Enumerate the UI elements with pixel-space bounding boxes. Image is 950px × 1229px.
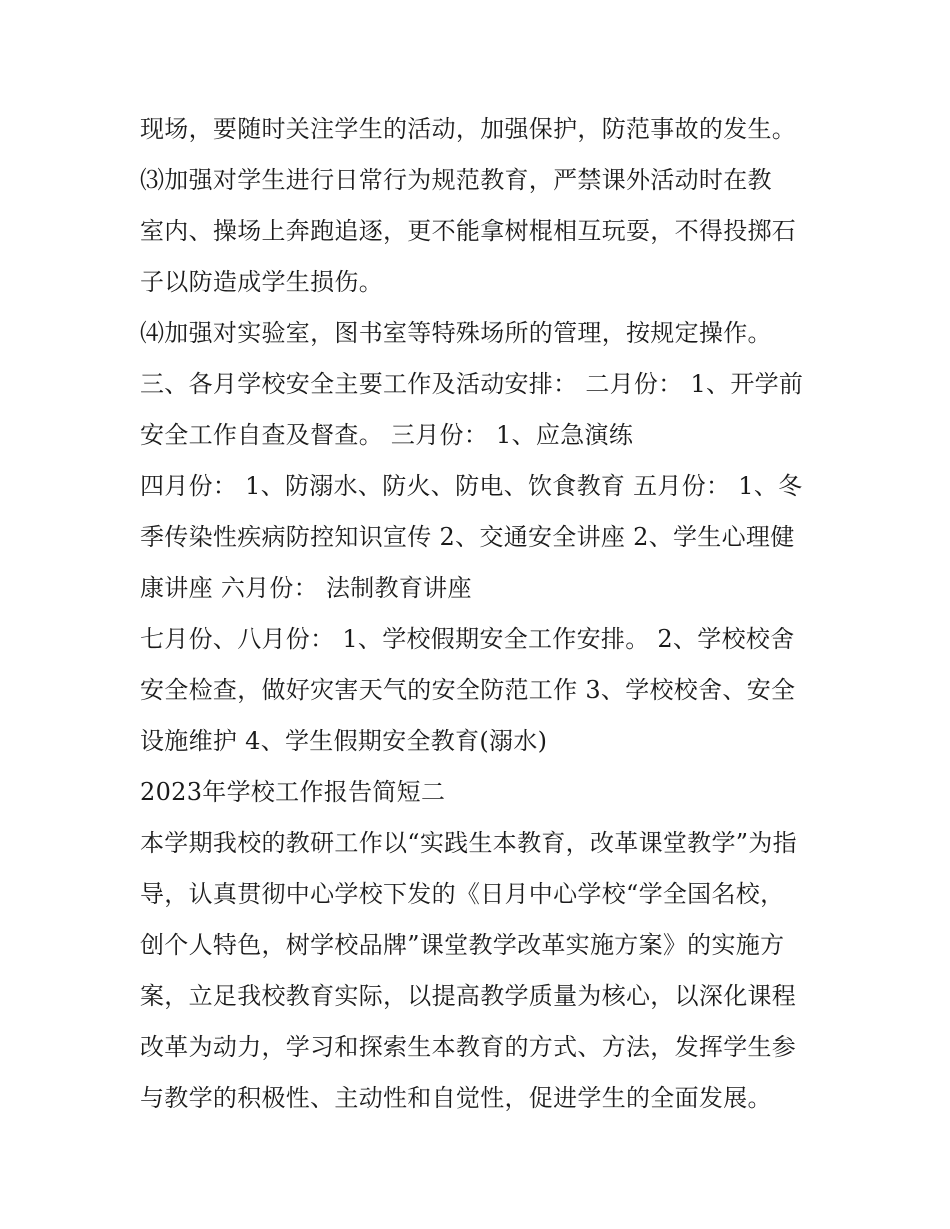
text-line: 康讲座 六月份： 法制教育讲座 <box>140 574 472 602</box>
text-line: 安全检查，做好灾害天气的安全防范工作 3、学校校舍、安全 <box>140 676 796 704</box>
text-line: 四月份： 1、防溺水、防火、防电、饮食教育 五月份： 1、冬 <box>140 472 803 500</box>
section-heading: 2023年学校工作报告简短二 <box>140 778 446 806</box>
text-line: 创个人特色，树学校品牌”课堂教学改革实施方案》的实施方 <box>140 931 785 959</box>
text-line: 本学期我校的教研工作以“实践生本教育，改革课堂教学”为指 <box>140 829 797 857</box>
text-line: 与教学的积极性、主动性和自觉性，促进学生的全面发展。 <box>140 1084 772 1112</box>
text-line: 季传染性疾病防控知识宣传 2、交通安全讲座 2、学生心理健 <box>140 523 795 551</box>
text-line: 安全工作自查及督查。 三月份： 1、应急演练 <box>140 421 634 449</box>
text-line: 七月份、八月份： 1、学校假期安全工作安排。 2、学校校舍 <box>140 625 795 653</box>
text-line: 子以防造成学生损伤。 <box>140 268 383 296</box>
text-line: 三、各月学校安全主要工作及活动安排： 二月份： 1、开学前 <box>140 370 804 398</box>
text-line: ⑶加强对学生进行日常行为规范教育，严禁课外活动时在教 <box>140 166 772 194</box>
text-line: 改革为动力，学习和探索生本教育的方式、方法，发挥学生参 <box>140 1033 797 1061</box>
text-line: 室内、操场上奔跑追逐，更不能拿树棍相互玩耍，不得投掷石 <box>140 217 797 245</box>
text-line: 导，认真贯彻中心学校下发的《日月中心学校“学全国名校， <box>140 880 785 908</box>
document-body <box>140 104 820 1124</box>
text-line: 现场，要随时关注学生的活动，加强保护，防范事故的发生。 <box>140 115 797 143</box>
text-line: 案，立足我校教育实际，以提高教学质量为核心，以深化课程 <box>140 982 797 1010</box>
text-line: ⑷加强对实验室，图书室等特殊场所的管理，按规定操作。 <box>140 319 772 347</box>
text-line: 设施维护 4、学生假期安全教育(溺水) <box>140 727 548 755</box>
